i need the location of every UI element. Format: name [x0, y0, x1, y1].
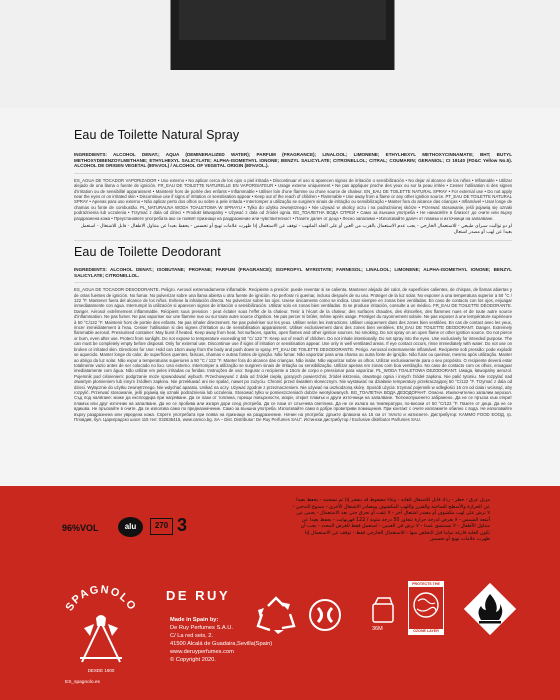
top-band	[0, 0, 560, 108]
deodorant-title: Eau de Toilette Deodorant	[74, 245, 221, 260]
volume-270-badge	[150, 518, 173, 535]
made-in-label: Made in Spain by:	[170, 617, 219, 623]
natural-spray-ingredients: INGREDIENTS: ALCOHOL DENAT.; AQUA (DEMINERALIZED WATER); PARFUM (FRAGRANCE); LINALOOL; LIMONENE; ETHYLHEXYL METHOXYCINNAMATE; BHT; BUTYL METHOXYDIBENZOYLMETHANE; ETHYLHEXYL SALICYLATE; ALPHA-ISOMETHYL IONONE; BENZYL SALICYLATE; CITRONELLOL; CITRAL; COUMARIN; GERANIOL; CI 19140 (FD&C Yellow No.5). ALCOHOL DE ORIGEN VEGETAL (80%VOL) / ALCOHOL OF VEGETAL ORIGIN (80%VOL.).	[74, 152, 512, 169]
spagnolo-logo	[58, 584, 144, 674]
svg-text:SPAGNOLO	[63, 584, 138, 613]
bottle-window	[170, 0, 395, 70]
copyright: © Copyright 2020.	[170, 657, 216, 663]
maker-address-2: 41500 Alcalá de Guadaira,Sevilla(Spain)	[170, 641, 273, 647]
deodorant-warnings: ES_AGUA DE TOCADOR DESODORANTE. Peligro. Aerosol extremadamente inflamable. Recipiente a presión: puede reventar si se calienta. Mantener alejado del calor, de superficies calientes, de chispas, de llamas abiertas y de otras fuentes de ignición. No fumar. No pulverizar sobre una llama abierta u otra fuente de ignición. No perforar ni quemar, incluso después de su uso. Proteger de la luz solar. No exponer a una temperatura superior a 50 °C / 122 °F. Mantener fuera del alcance de los niños. Evítese la inhalación directa. No pulverizar sobre los ojos. Usese únicamente como se indica. Usar siempre en zonas bien ventiladas. En caso de contacto con los ojos, enjuagar inmediatamente con agua. Interrumpir la utilización si aparecen signos de irritación o sensibilización. Utilizar solo en zonas bien ventiladas. Si se produce irritación, consulte a un médico. FR_EAU DE TOILETTE DÉODORANTE. Danger. Aérosol extrêmement inflammable. Récipient sous pression : peut éclater sous l’effet de la chaleur. Tenir à l’écart de la chaleur, des surfaces chaudes, des étincelles, des flammes nues et de toute autre source d’inflammation. Ne pas fumer. Ne pas vaporiser sur une flamme nue ou sur toute autre source d’ignition. Ne pas percer ni brûler, même après usage. Protéger du rayonnement solaire. Ne pas exposer à une température supérieure à 50 °C/122 °F. Maintenir hors de portée des enfants. Ne pas inhaler directement. Ne pas pulvériser sur les yeux. Utiliser selon les instructions. Utiliser uniquement dans des zones bien ventilées. En cas de contact avec les yeux, rincer immédiatement à l’eau. Cesser l’utilisation si des signes d’irritation ou de sensibilisation apparaissent. Utiliser exclusivement dans des zones bien ventilées. EN_EAU DE TOILETTE DEODORANT. Danger. Extremely flammable aerosol. Pressurised container: May burst if heated. Keep away from heat, hot surfaces, sparks, open flames and other ignition sources. No smoking. Do not spray on an open flame or other ignition source. Do not pierce or burn, even after use. Protect from sunlight. Do not expose to temperature exceeding 50 °C/ 122 °F. Keep out of reach of children. Do not inhale intentionally. Do not spray into the eyes. Use exclusively for intended purpose. The can must be completely empty before disposal. Only for external use. Discontinue use if signs of irritation or sensitisation appear. Use only in well ventilated areas. If eye contact occurs, rinse immediately with water. Do not use on broken or irritated skin. Directions for Use: Hold can 15cm away from the body and push down to spray. PT_EAU DE TOILETTE DESODORANTE. Perigo. Aerossol extremamente inflamável. Recipiente sob pressão: pode explodir se aquecido. Manter longe do calor, de superfícies quentes, faíscas, chamas e outras fontes de ignição. Não fumar. Não vaporizar para uma chama ou outra fonte de ignição. Não furar ou queimar, mesmo após utilização. Manter ao abrigo da luz solar. Não expor a temperaturas superiores a 50 °C / 122 °F. Manter fora do alcance das crianças. Não inalar. Não vaporizar sobre os olhos. Utilizar exclusivamente para o seu propósito. O recipiente deverá estar totalmente vazio antes de ser colocado no lixo. Uso externo. Interromper a utilização se surgirem sinais de irritação ou sensibilização. Utilizar apenas em zonas com boa ventilação. No caso de contacto com os olhos, enxaguar imediatamente com água. Não utilizar em peles irritadas ou feridas. Instruções de uso: Segurar o recipiente a 15cm de corpo e pressionar para vaporizar. PL_WODA TOALETOWA DEZODORANT. Uwaga, łatwopalny aerozol. Pojemnik pod ciśnieniem: podgrzanie może spowodować wybuch. Przechowywać z dala od źródeł ciepła, gorących powierzchni, źródeł iskrzenia, otwartego ognia i innych źródeł zapłonu. Nie palić tytoniu. Nie rozpylać nad otwartym płomieniem lub innym źródłem zapłonu. Nie przekłuwać ani nie spalać, nawet po zużyciu. Chronić przed światłem słonecznym. Nie wystawiać na działanie temperatury przekraczającej 50 °C/122 °F. Trzymać z dala od dzieci. Wyłącznie do użytku zewnętrznego. Nie wdychać aparatu. Unikać na oczy. Używać zgodnie z przeznaczeniem. Nie używać na uszkodzoną skórę. Sposób użycia: trzymać pojemnik w odległości 15 cm od ciała i wcisnąć, aby rozpylić. Przerwać stosowanie, jeśli pojawią się oznaki podrażnienia lub uczulenia. Stosować tylko w pomieszczeniach dobrze wentylowanych. BG_ТОАЛЕТНА ВОДА ДЕЗОДОРАНТ. Опасно. Изключително запалим аерозол. Съд под налягане: може да експлодира при нагряване. Да се пази от топлина, горещи повърхности, искри, открит пламък и други източници на запалване. Тютюнопушенето забранено. Да не се пръска към открит пламък или друг източник на запалване. Да не се пробива или изгаря дори след употреба. Да се пази от слънчева светлина. Да не се излага на температури, по-високи от 50 °C/122 °F. Пазете от деца. Да не се вдишва. Не пръскайте в очите. Да се използва само по предназначение. Само за външна употреба. Използвайте само в добре проветриви помещения. При контакт с очите изплакнете обилно с вода. Не използвайте върху раздразнена или увредена кожа. Спрете употребата при поява на признаци на раздразнение. Начин на употреба: дръжте флакона на 15 см от тялото и натиснете. Дистрибутор: KAMMO FOOD ЕООД, гр. Пловдив, бул. Цариградско шосе 115 тел: 032635415, www.camco.bg. SA – Dist. Distributor: De Ruy Perfumes SAU”. Истински дистрибутор / Exclusive distributor Parfumes SAU.	[74, 287, 512, 422]
divider	[74, 240, 512, 241]
divider	[74, 282, 512, 283]
logo-arc-text: SPAGNOLO	[63, 584, 139, 614]
ozone-top-label: PROTECTS THE	[409, 582, 443, 587]
deodorant-ingredients: INGREDIENTS: ALCOHOL DENAT.; ISOBUTANE; PROPANE; PARFUM (FRAGRANCE); ISOPROPYL MYRISTATE; FARNESOL; LINALOOL; LIMONENE; ALPHA-ISOMETHYL IONONE; BENZYL SALICYLATE; CITRONELLOL.	[74, 267, 512, 278]
logo-since-text: DESDE 1900	[87, 668, 115, 673]
spagnolo-emblem-icon	[58, 584, 144, 674]
deodorant-arabic-text: مزيل عرق - خطر - رذاذ قابل للاشتعال للغاية - وعاء مضغوط قد ينفجر إذا تم تسخينه - يحفظ بعيدا عن الحرارة والأسطح الساخنة والشرر واللهب المكشوف ومصادر الاشتعال الأخرى - ممنوع التدخين - لا ترش على لهب مكشوف أو مصدر اشتعال آخر - لا تثقب أو تحرق حتى بعد الاستعمال - يحمى من أشعة الشمس - لا يعرض لدرجة حرارة تتجاوز 50 درجة مئوية / 122 فهرنهايت - يحفظ بعيدا عن متناول الأطفال - لا تستنشق عمدا - لا ترش في العينين - استعمل فقط للغرض المحدد - يجب أن تكون العلبة فارغة تماما قبل التخلص منها - للاستعمال الخارجي فقط - توقف عن الاستعمال إذا ظهرت علامات تهيج أو تحسس	[292, 498, 490, 542]
alu-label: alu	[124, 522, 137, 531]
earth-icon	[409, 587, 443, 623]
ozone-protect-badge	[408, 581, 444, 635]
pao-label: 36M	[372, 626, 383, 632]
natural-spray-title: Eau de Toilette Natural Spray	[74, 128, 240, 142]
maker-name: De Ruy Perfumes S.A.U.	[170, 625, 233, 631]
e-mark-3: 3	[177, 515, 188, 535]
alu-recycle-badge	[118, 517, 143, 537]
label-panel	[0, 108, 560, 486]
divider	[74, 173, 512, 174]
spagnolo-site: ES_spagnolo.es	[65, 680, 100, 685]
natural-spray-warnings: ES_AGUA DE TOCADOR VAPORIZADOR • Uso externo • No aplicar cerca de los ojos o piel irritada • Discontinuar el uso si aparecen signos de irritación o sensibilización • No dejar al alcance de los niños • Inflamable • Utilizar alejado de una llama o fuente de ignición. FR_EAU DE TOILETTE NATURELLE EN VAPORISATEUR • Usage externe uniquement • Ne pas appliquer proche des yeux ou sur la peau irritée • Cesser l’utilisation si des signes d’irritation ou de sensibilité apparaissent • Maintenir hors de portée des enfants • Inflammable • Utiliser loin d’une flamme ou d’une source de chaleur. EN_EAU DE TOILETTE NATURAL SPRAY • For external use • Do not apply near the eyes or on irritated skin • Discontinue use if signs of irritation or sensitisation appear • Keep out of the reach of children • Flammable • Use away from a flame or any other ignition source. PT_EAU DE TOILETTE NATURAL SPRAY • Apenas para uso externo • Não aplicar perto dos olhos ou sobre a pele irritada • Interromper a utilização se surgirem sinais de irritação ou sensibilização • Manter fora do alcance das crianças • Inflamável • Usar longe de chamas ou fonte de combustão. PL_NATURALNA WODA TOALETOWA W SPRAYU • Tylko do użytku zewnętrznego • Nie używać w okolicy oczu i na podrażnionej skórze • Przerwać stosowanie, jeśli pojawią się oznaki podrażnienia lub uczulenia • Trzymać z dala od dzieci • Produkt łatwopalny • Używać z dala od źródeł ognia. BG_ТОАЛЕТНА ВОДА СПРЕЙ • Само за външна употреба • Не нанасяйте в близост до очите или върху раздразнена кожа • Преустановете употребата ако се появят признаци на раздразнение или чувствителност • Пазете далеч от деца • Лесно запалимо • Използвайте далеч от пламък и източници на запалване.	[74, 177, 512, 221]
natural-spray-arabic: او دو تواليت سبراي طبيعي - للاستعمال الخارجي - يجب عدم الاستعمال بالقرب من العين أو على الجلد الملتهب - توقف عن الاستعمال إذا ظهرت علامات تهيج أو تحسس - يحفظ بعيدا عن متناول الاطفال - قابل للاشتعال - استعمل بعيدا عن لهب أو مصدر اشتعال	[80, 224, 512, 236]
ozone-bottom-label: OZONE LAYER	[409, 629, 443, 634]
alcohol-volume: 96%VOL	[62, 523, 99, 533]
green-dot-icon	[308, 598, 342, 637]
flammable-hazard-icon	[461, 580, 519, 643]
volume-270-label: 270	[154, 521, 169, 530]
recycle-icon	[254, 596, 298, 641]
deodorant-arabic	[290, 498, 490, 544]
pao-jar-icon	[370, 596, 396, 629]
maker-address-1: C/ La red seis, 2.	[170, 633, 213, 639]
maker-website: www.deruyperfumes.com	[170, 649, 234, 655]
de-ruy-brand: DE RUY	[166, 588, 231, 603]
